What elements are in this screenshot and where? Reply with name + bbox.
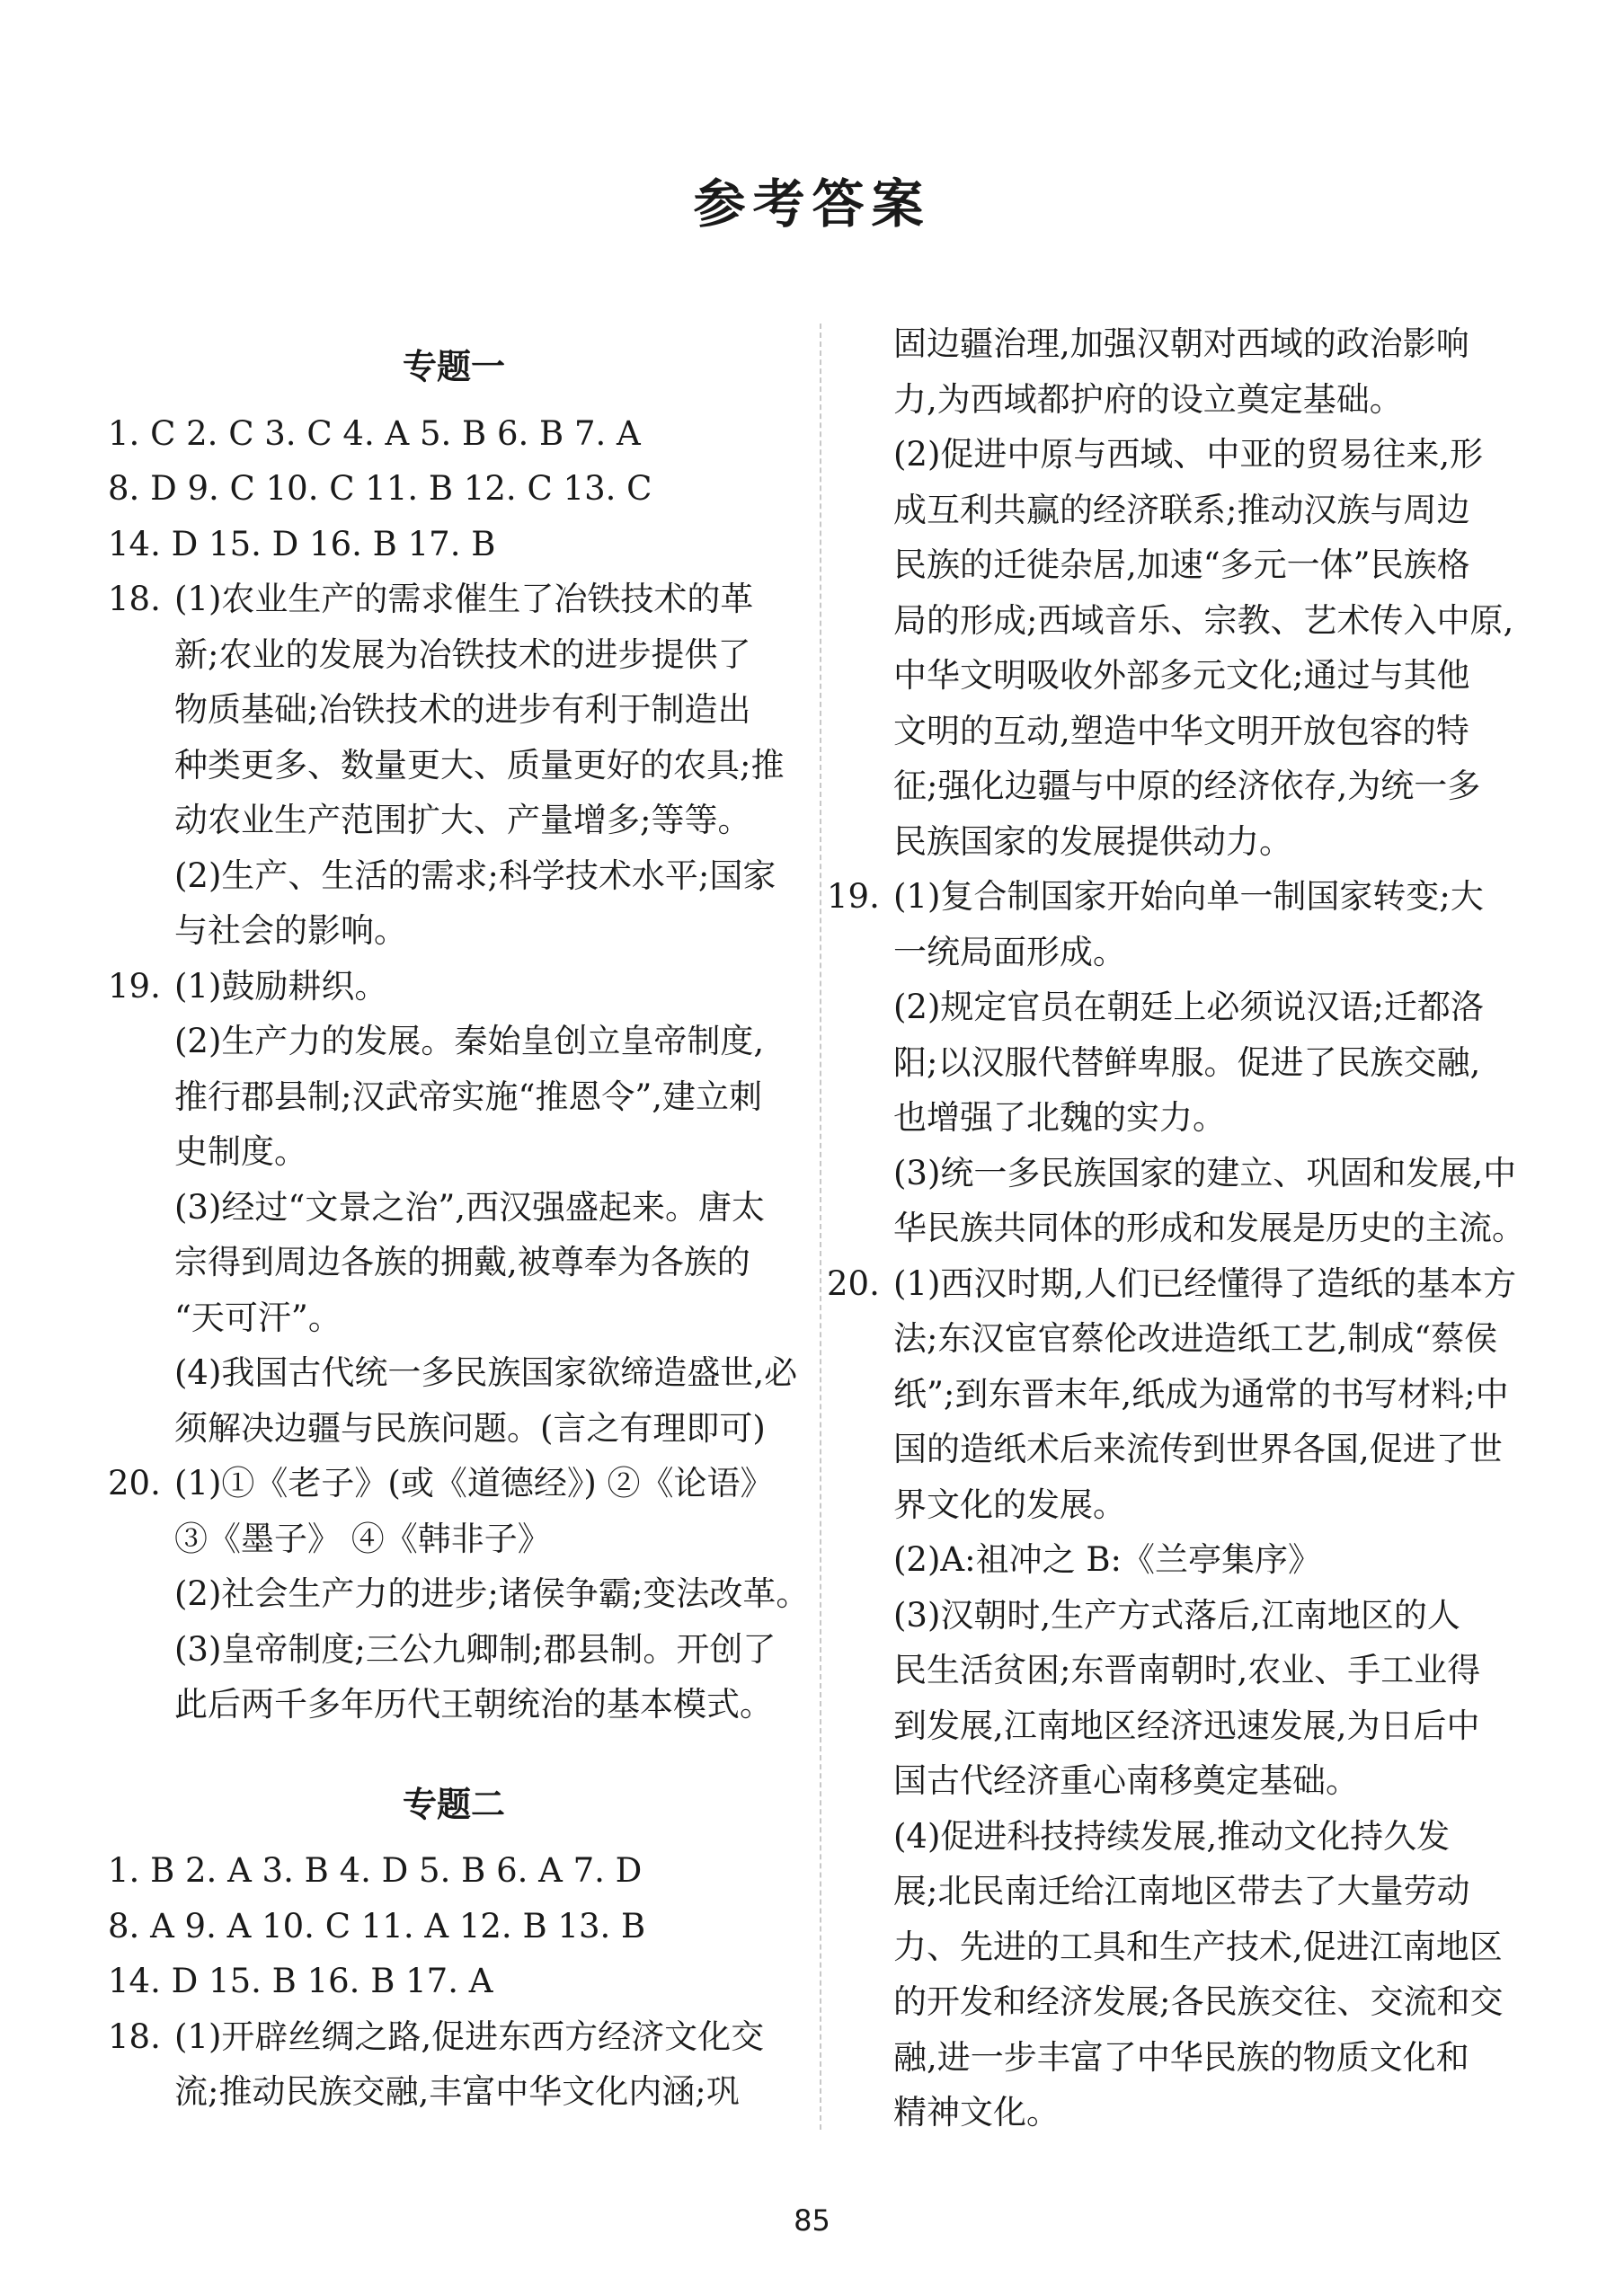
question-number: 20. bbox=[108, 1464, 161, 1502]
answer-line: 华民族共同体的形成和发展是历史的主流。 bbox=[893, 1209, 1525, 1247]
answer-line: “天可汗”。 bbox=[174, 1298, 342, 1337]
answer-line: 流;推动民族交融,丰富中华文化内涵;巩 bbox=[174, 2072, 740, 2111]
question-20 bbox=[827, 1256, 1528, 2141]
answer-line: 与社会的影响。 bbox=[174, 911, 407, 950]
question-19 bbox=[108, 959, 800, 1457]
continued-answer bbox=[827, 316, 1528, 869]
answer-line: 新;农业的发展为冶铁技术的进步提供了 bbox=[174, 634, 751, 674]
choice-row: 8. D 9. C 10. C 11. B 12. C 13. C bbox=[108, 469, 652, 508]
answer-line: 民族国家的发展提供动力。 bbox=[893, 821, 1292, 861]
section-heading-2: 专题二 bbox=[402, 1784, 505, 1824]
answer-line: 文明的互动,塑造中华文明开放包容的特 bbox=[893, 711, 1469, 750]
answer-line: 力,为西域都护府的设立奠定基础。 bbox=[893, 379, 1403, 419]
answer-line: 界文化的发展。 bbox=[893, 1485, 1126, 1524]
question-number: 18. bbox=[108, 2017, 161, 2056]
section-heading-1: 专题一 bbox=[402, 347, 505, 386]
answer-line: 融,进一步丰富了中华民族的物质文化和 bbox=[893, 2037, 1469, 2077]
answer-line: (1)复合制国家开始向单一制国家转变;大 bbox=[893, 877, 1484, 916]
answer-line: (1)①《老子》(或《道德经》) ②《论语》 bbox=[174, 1464, 774, 1502]
answer-line: 阳;以汉服代替鲜卑服。促进了民族交融, bbox=[893, 1042, 1481, 1082]
answer-line: (3)统一多民族国家的建立、巩固和发展,中 bbox=[893, 1153, 1517, 1192]
answer-line: 须解决边疆与民族问题。(言之有理即可) bbox=[174, 1408, 766, 1448]
answer-line: 固边疆治理,加强汉朝对西域的政治影响 bbox=[893, 324, 1469, 363]
answer-line: (2)规定官员在朝廷上必须说汉语;迁都洛 bbox=[893, 988, 1484, 1026]
answer-line: 民族的迁徙杂居,加速“多元一体”民族格 bbox=[893, 545, 1470, 584]
answer-line: 种类更多、数量更大、质量更好的农具;推 bbox=[174, 745, 785, 784]
answer-line: 精神文化。 bbox=[893, 2093, 1060, 2132]
answer-line: 此后两千多年历代王朝统治的基本模式。 bbox=[174, 1685, 773, 1724]
choice-row: 14. D 15. D 16. B 17. B bbox=[108, 524, 496, 563]
answer-line: (4)促进科技持续发展,推动文化持久发 bbox=[893, 1816, 1451, 1856]
question-18 bbox=[108, 2009, 800, 2120]
answer-line: 国的造纸术后来流传到世界各国,促进了世 bbox=[893, 1430, 1503, 1468]
answer-line: (1)西汉时期,人们已经懂得了造纸的基本方 bbox=[893, 1263, 1517, 1303]
answer-body bbox=[893, 869, 1528, 1256]
answer-line: 物质基础;冶铁技术的进步有利于制造出 bbox=[174, 690, 751, 729]
answer-line: (2)生产力的发展。秦始皇创立皇帝制度, bbox=[174, 1022, 765, 1060]
answer-line: 的开发和经济发展;各民族交往、交流和交 bbox=[893, 1982, 1504, 2021]
answer-line: 力、先进的工具和生产技术,促进江南地区 bbox=[893, 1927, 1503, 1966]
answer-line: 征;强化边疆与中原的经济依存,为统一多 bbox=[893, 767, 1481, 805]
question-20 bbox=[108, 1456, 810, 1733]
answer-line: (3)皇帝制度;三公九卿制;郡县制。开创了 bbox=[174, 1629, 777, 1669]
choice-row: 14. D 15. B 16. B 17. A bbox=[108, 1962, 493, 2000]
page-number: 85 bbox=[794, 2203, 830, 2238]
answer-line: 法;东汉宦官蔡伦改进造纸工艺,制成“蔡侯 bbox=[893, 1319, 1498, 1358]
answer-line: (2)促进中原与西域、中亚的贸易往来,形 bbox=[893, 435, 1484, 474]
answer-line: 纸”;到东晋末年,纸成为通常的书写材料;中 bbox=[893, 1374, 1509, 1414]
answer-line: (3)汉朝时,生产方式落后,江南地区的人 bbox=[893, 1595, 1460, 1635]
choice-row: 1. B 2. A 3. B 4. D 5. B 6. A 7. D bbox=[108, 1851, 643, 1890]
choice-row: 1. C 2. C 3. C 4. A 5. B 6. B 7. A bbox=[108, 413, 641, 453]
answer-body bbox=[174, 959, 800, 1457]
answer-line: 展;北民南迁给江南地区带去了大量劳动 bbox=[893, 1872, 1470, 1910]
answer-line: (3)经过“文景之治”,西汉强盛起来。唐太 bbox=[174, 1187, 766, 1227]
question-19 bbox=[827, 869, 1528, 1256]
answer-line: 中华文明吸收外部多元文化;通过与其他 bbox=[893, 656, 1470, 695]
choice-row: 8. A 9. A 10. C 11. A 12. B 13. B bbox=[108, 1906, 646, 1946]
right-column bbox=[827, 316, 1528, 2141]
answer-line: 史制度。 bbox=[174, 1132, 307, 1171]
answer-line: (2)A:祖冲之 B:《兰亭集序》 bbox=[893, 1540, 1322, 1579]
answer-line: 动农业生产范围扩大、产量增多;等等。 bbox=[174, 801, 751, 839]
answer-line: 局的形成;西域音乐、宗教、艺术传入中原, bbox=[893, 600, 1514, 640]
left-column bbox=[108, 340, 810, 2120]
answer-body bbox=[174, 572, 800, 959]
answer-line: 成互利共赢的经济联系;推动汉族与周边 bbox=[893, 490, 1470, 529]
answer-line: (1)鼓励耕织。 bbox=[174, 966, 388, 1006]
question-number: 19. bbox=[827, 877, 880, 916]
answer-line: 推行郡县制;汉武帝实施“推恩令”,建立刺 bbox=[174, 1077, 763, 1116]
answer-line: (2)社会生产力的进步;诸侯争霸;变法改革。 bbox=[174, 1574, 810, 1613]
answer-line: 也增强了北魏的实力。 bbox=[893, 1098, 1226, 1137]
answer-line: 宗得到周边各族的拥戴,被尊奉为各族的 bbox=[174, 1243, 750, 1281]
answer-line: 一统局面形成。 bbox=[893, 932, 1126, 971]
answer-line: (1)农业生产的需求催生了冶铁技术的革 bbox=[174, 580, 754, 618]
answer-line: 民生活贫困;东晋南朝时,农业、手工业得 bbox=[893, 1651, 1481, 1689]
answer-body bbox=[174, 2009, 800, 2120]
question-number: 18. bbox=[108, 580, 161, 618]
answer-line: ③《墨子》 ④《韩非子》 bbox=[174, 1519, 551, 1558]
answer-line: 到发展,江南地区经济迅速发展,为日后中 bbox=[893, 1706, 1480, 1745]
question-number: 19. bbox=[108, 966, 161, 1006]
answer-line: 国古代经济重心南移奠定基础。 bbox=[893, 1761, 1359, 1800]
question-number: 20. bbox=[827, 1263, 880, 1303]
question-18 bbox=[108, 572, 800, 959]
answer-line: (1)开辟丝绸之路,促进东西方经济文化交 bbox=[174, 2017, 765, 2056]
page-title: 参考答案 bbox=[693, 173, 931, 235]
answer-line: (4)我国古代统一多民族国家欲缔造盛世,必 bbox=[174, 1353, 798, 1392]
answer-body bbox=[174, 1456, 809, 1733]
column-divider bbox=[820, 324, 821, 2130]
answer-body bbox=[893, 1256, 1528, 2141]
answer-line: (2)生产、生活的需求;科学技术水平;国家 bbox=[174, 855, 777, 895]
